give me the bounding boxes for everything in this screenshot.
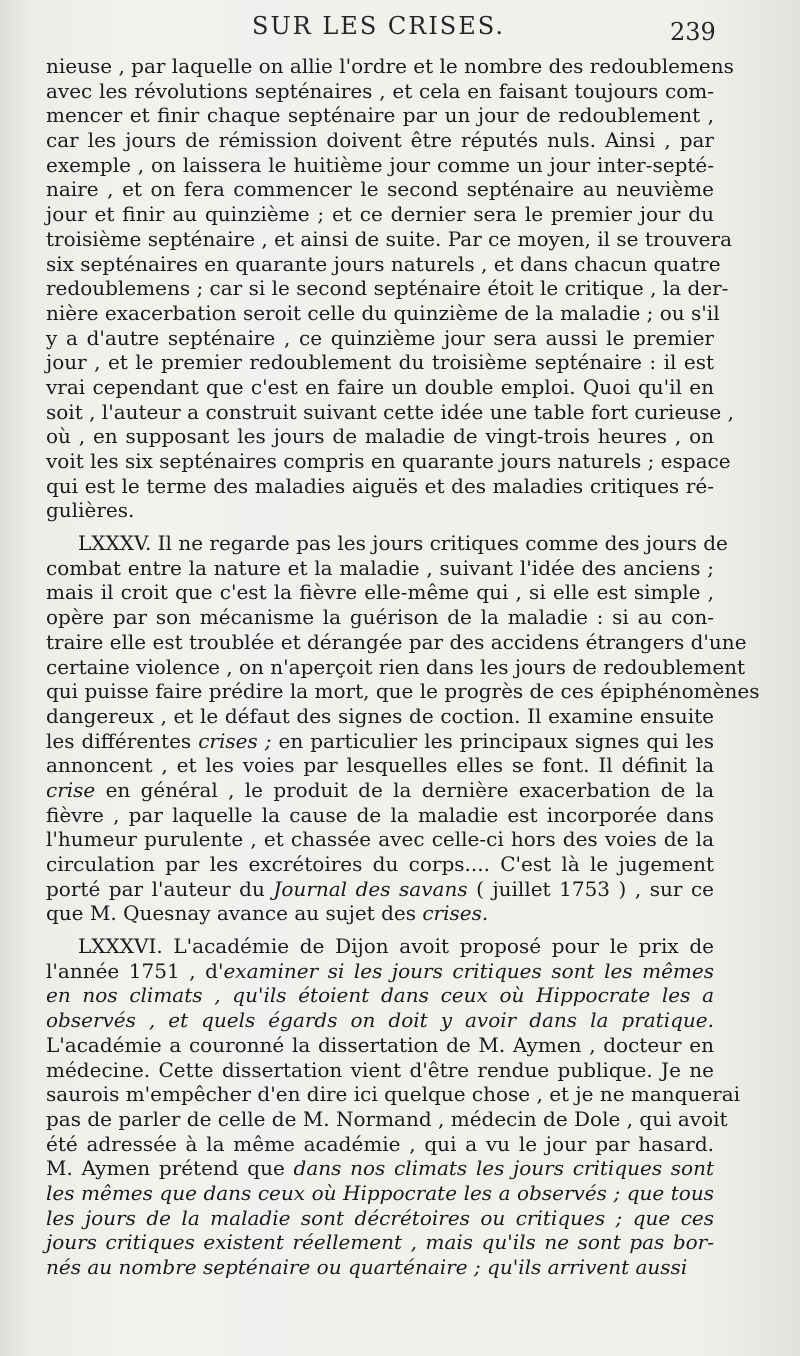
text-line: traire elle est troublée et dérangée par des accidens étrangers d'une bbox=[46, 629, 747, 654]
text-line bbox=[46, 877, 714, 902]
text-line: mais il croit que c'est la fièvre elle-même qui , si elle est simple , bbox=[46, 580, 714, 605]
paragraph bbox=[46, 54, 734, 523]
roman-text: en particulier les principaux signes qui les bbox=[271, 728, 714, 753]
text-line bbox=[46, 1206, 714, 1231]
text-line bbox=[46, 1156, 714, 1181]
running-head: SUR LES CRISES. bbox=[252, 12, 505, 40]
italic-text: en nos climats , qu'ils étoient dans ceux où Hippocrate les a bbox=[46, 983, 714, 1008]
text-line: troisième septénaire , et ainsi de suite. Par ce moyen, il se trouvera bbox=[46, 226, 732, 251]
text-line: dangereux , et le défaut des signes de coction. Il examine ensuite bbox=[46, 703, 714, 728]
text-line: voit les six septénaires compris en quarante jours naturels ; espace bbox=[46, 449, 731, 473]
text-line bbox=[46, 1181, 714, 1206]
roman-text: ( juillet 1753 ) , sur ce bbox=[467, 876, 715, 901]
italic-text: crises. bbox=[422, 901, 489, 926]
text-line: redoublemens ; car si le second septénaire étoit le critique , la der- bbox=[46, 276, 729, 301]
text-line: jour , et le premier redoublement du troisième septénaire : il est bbox=[46, 350, 714, 375]
italic-text: dans nos climats les jours critiques sont bbox=[293, 1156, 715, 1181]
text-line: qui puisse faire prédire la mort, que le progrès de ces épiphénomènes bbox=[46, 679, 760, 704]
text-line: naire , et on fera commencer le second septénaire au neuvième bbox=[46, 177, 714, 202]
roman-text: en général , le produit de la dernière exacerbation de la bbox=[95, 777, 714, 802]
italic-text: observés , et quels égards on doit y avoir dans la pratique. bbox=[46, 1008, 714, 1033]
text-line: avec les révolutions septénaires , et cela en faisant toujours com- bbox=[46, 78, 714, 103]
text-line: médecine. Cette dissertation vient d'être rendue publique. Je ne bbox=[46, 1057, 714, 1082]
text-line: y a d'autre septénaire , ce quinzième jour sera aussi le premier bbox=[46, 325, 714, 350]
text-line: vrai cependant que c'est en faire un double emploi. Quoi qu'il en bbox=[46, 374, 714, 399]
text-line: l'humeur purulente , et chassée avec celle-ci hors des voies de la bbox=[46, 827, 714, 852]
italic-text: Journal des savans bbox=[273, 876, 468, 901]
italic-text: nés au nombre septénaire ou quarténaire ; qu'ils arrivent aussi bbox=[46, 1255, 688, 1279]
text-line: fièvre , par laquelle la cause de la maladie est incorporée dans bbox=[46, 802, 714, 827]
italic-text: jours critiques existent réellement , mais qu'ils ne sont pas bor- bbox=[46, 1230, 714, 1255]
text-line bbox=[46, 1255, 714, 1280]
text-line: combat entre la nature et la maladie , suivant l'idée des anciens ; bbox=[46, 555, 714, 580]
text-line: mencer et finir chaque septénaire par un jour de redoublement , bbox=[46, 103, 714, 128]
text-line: nière exacerbation seroit celle du quinzième de la maladie ; ou s'il bbox=[46, 300, 720, 325]
italic-text: examiner si les jours critiques sont les mêmes bbox=[223, 958, 714, 983]
text-line bbox=[46, 983, 714, 1008]
text-line: opère par son mécanisme la guérison de la maladie : si au con- bbox=[46, 605, 714, 630]
text-line: L'académie a couronné la dissertation de M. Aymen , docteur en bbox=[46, 1032, 714, 1057]
text-line: où , en supposant les jours de maladie de vingt-trois heures , on bbox=[46, 424, 714, 449]
text-line: six septénaires en quarante jours naturels , et dans chacun quatre bbox=[46, 251, 721, 276]
italic-text: les mêmes que dans ceux où Hippocrate les a observés ; que tous bbox=[46, 1180, 714, 1205]
roman-text: M. Aymen prétend que bbox=[46, 1156, 294, 1181]
text-line: circulation par les excrétoires du corps.... C'est là le jugement bbox=[46, 852, 714, 876]
paragraph bbox=[46, 531, 760, 926]
text-line: jour et finir au quinzième ; et ce dernier sera le premier jour du bbox=[46, 202, 714, 227]
text-line bbox=[46, 1230, 714, 1255]
text-line bbox=[46, 729, 714, 754]
text-line: nieuse , par laquelle on allie l'ordre et le nombre des redoublemens bbox=[46, 54, 734, 78]
text-line: LXXXVI. L'académie de Dijon avoit proposé pour le prix de bbox=[78, 934, 714, 959]
text-line: car les jours de rémission doivent être réputés nuls. Ainsi , par bbox=[46, 128, 714, 153]
roman-text: que M. Quesnay avance au sujet des bbox=[46, 901, 423, 926]
text-line: gulières. bbox=[46, 498, 135, 523]
text-line: LXXXV. Il ne regarde pas les jours critiques comme des jours de bbox=[78, 531, 728, 556]
roman-text: l'année 1751 , d' bbox=[46, 958, 224, 983]
text-line: soit , l'auteur a construit suivant cette idée une table fort curieuse , bbox=[46, 399, 734, 424]
text-line: saurois m'empêcher d'en dire ici quelque chose , et je ne manquerai bbox=[46, 1082, 741, 1107]
page-header bbox=[0, 12, 800, 48]
italic-text: crises ; bbox=[198, 728, 272, 753]
text-line: annoncent , et les voies par lesquelles elles se font. Il définit la bbox=[46, 753, 714, 778]
text-line: pas de parler de celle de M. Normand , médecin de Dole , qui avoit bbox=[46, 1106, 728, 1131]
text-line bbox=[46, 778, 714, 803]
italic-text: les jours de la maladie sont décrétoires ou critiques ; que ces bbox=[46, 1205, 714, 1230]
text-line: certaine violence , on n'aperçoit rien dans les jours de redoublement bbox=[46, 654, 746, 679]
text-line bbox=[46, 901, 714, 926]
text-line bbox=[46, 1008, 714, 1033]
paragraph bbox=[46, 934, 741, 1280]
page-number: 239 bbox=[670, 18, 716, 46]
text-line: qui est le terme des maladies aiguës et des maladies critiques ré- bbox=[46, 473, 714, 498]
italic-text: crise bbox=[46, 777, 96, 802]
paragraph-gap bbox=[46, 523, 714, 531]
paragraph-gap bbox=[46, 926, 714, 934]
roman-text: porté par l'auteur du bbox=[46, 876, 274, 901]
text-body bbox=[46, 54, 760, 1280]
text-line: exemple , on laissera le huitième jour comme un jour inter-septé- bbox=[46, 152, 714, 177]
text-line: été adressée à la même académie , qui a vu le jour par hasard. bbox=[46, 1131, 714, 1156]
text-line bbox=[46, 959, 714, 984]
roman-text: les différentes bbox=[46, 728, 199, 753]
